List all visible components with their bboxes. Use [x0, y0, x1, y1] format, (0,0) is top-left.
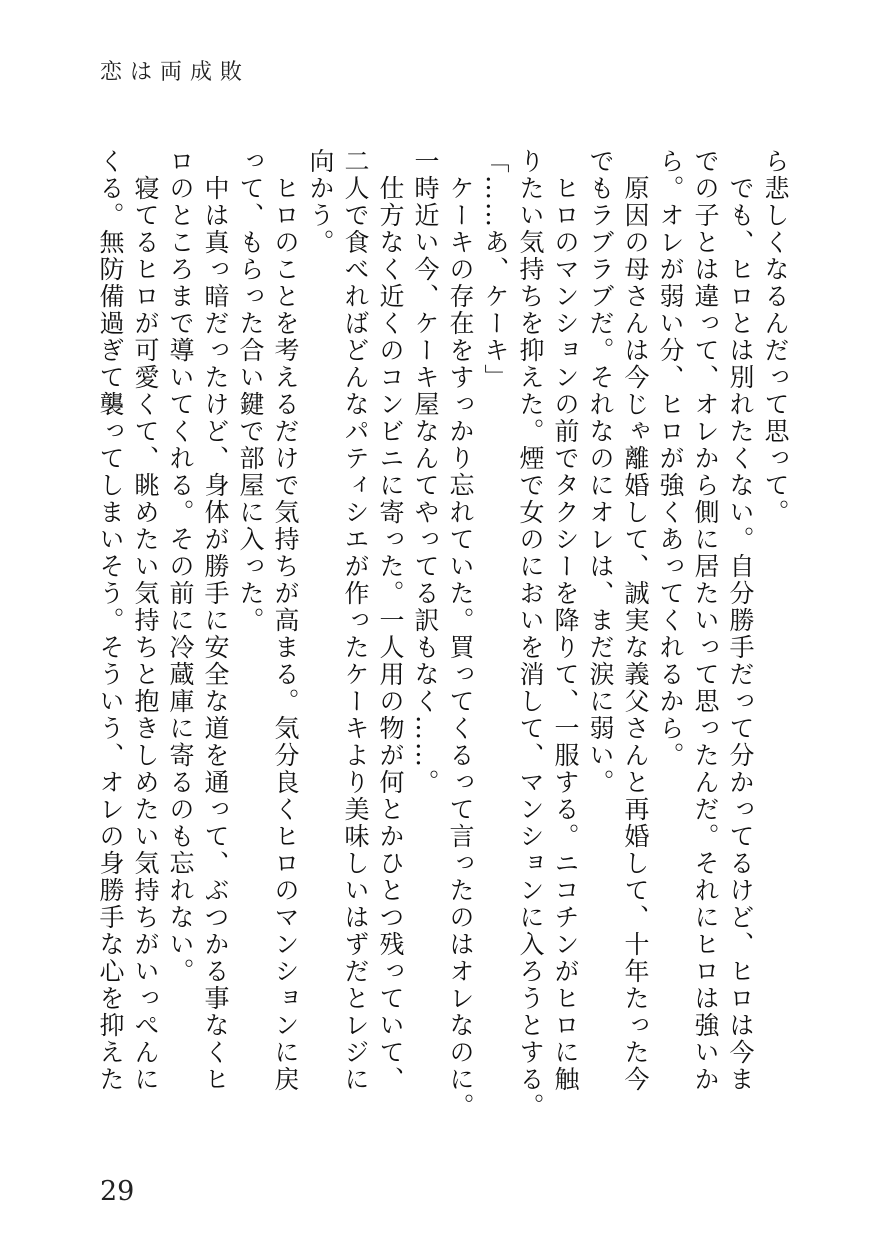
text-column: でも、ヒロとは別れたくない。自分勝手だって分かってるけど、ヒロは今ま: [726, 175, 755, 1093]
text-column: 「……あ、ケーキ」: [481, 148, 510, 391]
text-column: 寝てるヒロが可愛くて、眺めたい気持ちと抱きしめたい気持ちがいっぺんに: [131, 175, 160, 1093]
page-number: 29: [100, 1176, 135, 1207]
text-column: ら。オレが弱い分、ヒロが強くあってくれるから。: [656, 148, 685, 769]
running-header-title: 恋は両成敗: [100, 60, 251, 85]
text-column: ロのところまで導いてくれる。その前に冷蔵庫に寄るのも忘れない。: [166, 148, 195, 985]
text-column: 仕方なく近くのコンビニに寄った。一人用の物が何とかひとつ残っていて、: [376, 175, 405, 1093]
text-column: りたい気持ちを抑えた。煙で女のにおいを消して、マンションに入ろうとする。: [516, 148, 545, 1120]
text-column: での子とは違って、オレから側に居たいって思ったんだ。それにヒロは強いか: [691, 148, 720, 1093]
text-body: [91, 148, 793, 1158]
text-column: ら悲しくなるんだって思って。: [761, 148, 790, 526]
text-column: 中は真っ暗だったけど、身体が勝手に安全な道を通って、ぶつかる事なくヒ: [201, 175, 230, 1093]
text-column: くる。無防備過ぎて襲ってしまいそう。そういう、オレの身勝手な心を抑えた: [96, 148, 125, 1093]
text-column: ヒロのことを考えるだけで気持ちが高まる。気分良くヒロのマンションに戻: [271, 175, 300, 1093]
text-column: ヒロのマンションの前でタクシーを降りて、一服する。ニコチンがヒロに触: [551, 175, 580, 1093]
text-column: って、もらった合い鍵で部屋に入った。: [236, 148, 265, 634]
text-column: でもラブラブだ。それなのにオレは、まだ涙に弱い。: [586, 148, 615, 796]
text-column: 向かう。: [306, 148, 335, 256]
text-column: 原因の母さんは今じゃ離婚して、誠実な義父さんと再婚して、十年たった今: [621, 175, 650, 1093]
text-column: ケーキの存在をすっかり忘れていた。買ってくるって言ったのはオレなのに。: [446, 175, 475, 1120]
text-column: 一時近い今、ケーキ屋なんてやってる訳もなく……。: [411, 148, 440, 796]
text-column: 二人で食べればどんなパティシエが作ったケーキより美味しいはずだとレジに: [341, 148, 370, 1093]
